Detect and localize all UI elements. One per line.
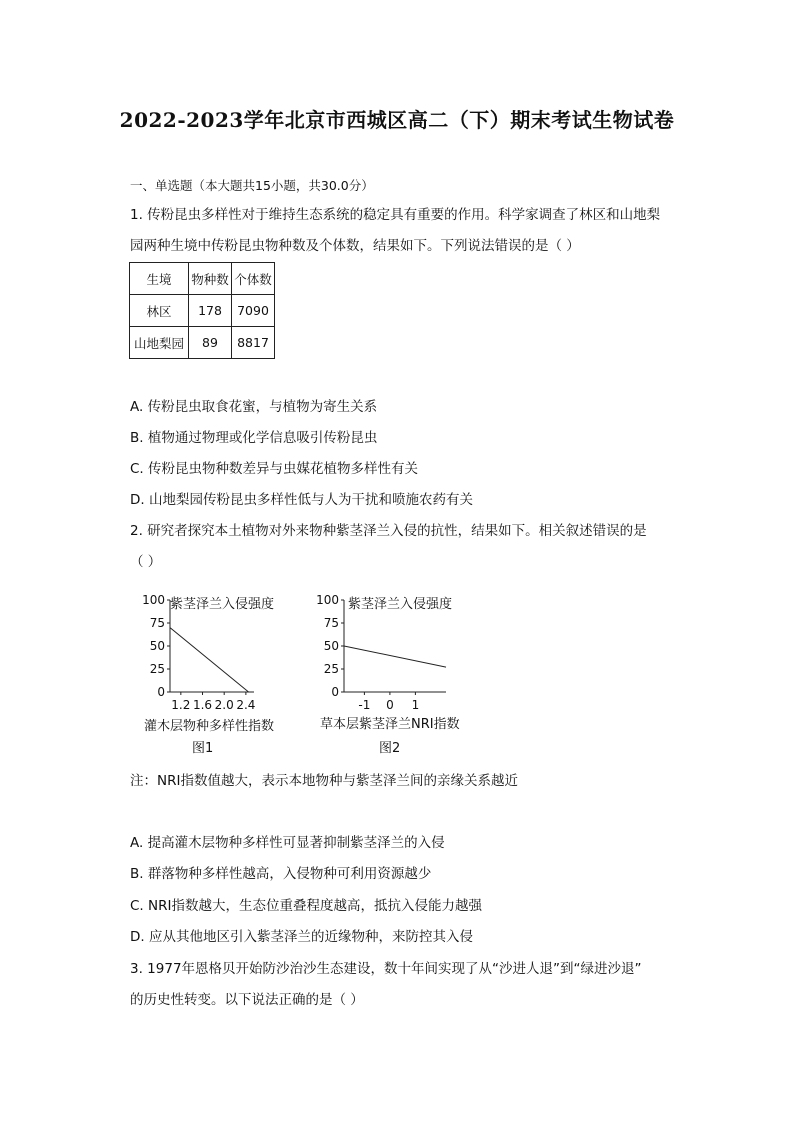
q2-option-d[interactable]: D. 应从其他地区引入紫茎泽兰的近缘物种，来防控其入侵 <box>130 929 473 945</box>
figure-2-caption: 图2 <box>379 741 401 756</box>
figure-2-x-label: 草本层紫茎泽兰NRI指数 <box>320 717 460 732</box>
habitat-table <box>129 262 275 359</box>
q2-option-b[interactable]: B. 群落物种多样性越高，入侵物种可利用资源越少 <box>130 866 432 882</box>
y-tick-label: 0 <box>331 685 339 699</box>
figure-1-caption: 图1 <box>192 741 214 756</box>
y-tick-label: 50 <box>323 639 339 653</box>
q2-note: 注：NRI指数值越大，表示本地物种与紫茎泽兰间的亲缘关系越近 <box>130 773 518 789</box>
q1-option-b[interactable]: B. 植物通过物理或化学信息吸引传粉昆虫 <box>130 430 378 446</box>
y-tick-label: 0 <box>157 685 165 699</box>
table-cell: 178 <box>189 295 232 327</box>
x-tick-label: 0 <box>386 698 394 712</box>
y-tick-label: 25 <box>149 662 165 676</box>
table-cell: 7090 <box>232 295 275 327</box>
table-cell: 89 <box>189 327 232 359</box>
y-tick-label: 100 <box>316 593 339 607</box>
table-row <box>130 327 275 359</box>
q2-option-a[interactable]: A. 提高灌木层物种多样性可显著抑制紫茎泽兰的入侵 <box>130 835 445 851</box>
q1-option-c[interactable]: C. 传粉昆虫物种数差异与虫媒花植物多样性有关 <box>130 461 419 477</box>
y-tick-label: 25 <box>323 662 339 676</box>
table-cell: 8817 <box>232 327 275 359</box>
figure-2 <box>316 593 460 756</box>
x-tick-label: 1 <box>411 698 420 712</box>
table-header-row <box>130 263 275 295</box>
y-tick-label: 75 <box>149 616 165 630</box>
table-row <box>130 295 275 327</box>
y-tick-label: 75 <box>323 616 339 630</box>
page-title: 2022-2023学年北京市西城区高二（下）期末考试生物试卷 <box>119 108 675 132</box>
table-header-cell: 个体数 <box>232 263 275 295</box>
table-cell: 林区 <box>130 295 189 327</box>
q1-stem-line1: 1. 传粉昆虫多样性对于维持生态系统的稳定具有重要的作用。科学家调查了林区和山地梨 <box>130 207 661 223</box>
table-cell: 山地梨园 <box>130 327 189 359</box>
x-tick-label: 1.2 <box>171 698 191 712</box>
x-tick-label: 2.0 <box>214 698 234 712</box>
q3-stem-line1: 3. 1977年恩格贝开始防沙治沙生态建设，数十年间实现了从“沙进人退”到“绿进沙退” <box>130 961 642 977</box>
q1-option-d[interactable]: D. 山地梨园传粉昆虫多样性低与人为干扰和喷施农药有关 <box>130 492 473 508</box>
figure-1-title: 紫茎泽兰入侵强度 <box>170 597 275 612</box>
q1-stem-line2: 园两种生境中传粉昆虫物种数及个体数，结果如下。下列说法错误的是（ ） <box>130 238 580 254</box>
figure-2-title: 紫茎泽兰入侵强度 <box>348 597 453 612</box>
q1-option-a[interactable]: A. 传粉昆虫取食花蜜，与植物为寄生关系 <box>130 399 378 415</box>
q2-stem-line2: （ ） <box>130 554 162 570</box>
q2-stem-line1: 2. 研究者探究本土植物对外来物种紫茎泽兰入侵的抗性，结果如下。相关叙述错误的是 <box>130 523 647 539</box>
x-tick-label: 1.6 <box>192 698 213 712</box>
section-heading: 一、单选题（本大题共15小题，共30.0分） <box>130 178 374 193</box>
figure-1-data-line <box>170 628 249 692</box>
table-header-cell: 生境 <box>130 263 189 295</box>
q3-stem-line2: 的历史性转变。以下说法正确的是（ ） <box>130 992 364 1008</box>
figure-1 <box>142 593 274 756</box>
y-tick-label: 100 <box>142 593 165 607</box>
figure-2-data-line <box>344 646 446 667</box>
x-tick-label: -1 <box>358 698 371 712</box>
x-tick-label: 2.4 <box>236 698 256 712</box>
y-tick-label: 50 <box>149 639 165 653</box>
table-header-cell: 物种数 <box>189 263 232 295</box>
q2-option-c[interactable]: C. NRI指数越大，生态位重叠程度越高，抵抗入侵能力越强 <box>130 898 482 914</box>
q2-figures <box>130 588 490 760</box>
figure-1-x-label: 灌木层物种多样性指数 <box>144 719 275 734</box>
